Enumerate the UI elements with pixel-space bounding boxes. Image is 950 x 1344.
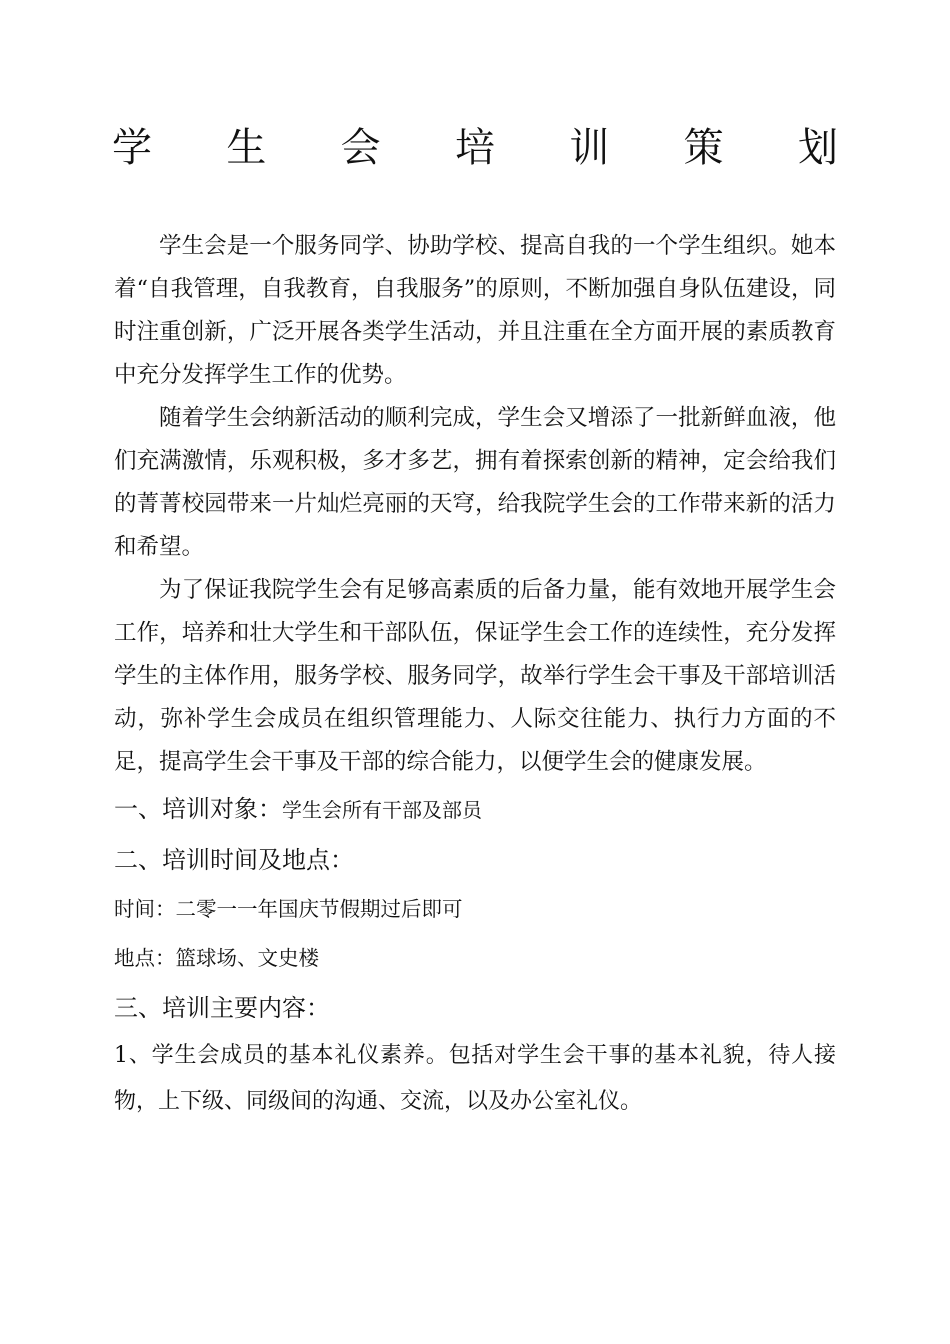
section-heading: 二、培训时间及地点： — [114, 846, 354, 874]
section-content: 学生会所有干部及部员 — [282, 798, 482, 822]
title-char: 生 — [226, 125, 267, 171]
title-char: 训 — [569, 125, 610, 171]
section-content-main — [114, 983, 836, 1033]
intro-paragraph: 学生会是一个服务同学、协助学校、提高自我的一个学生组织。她本着“自我管理，自我教育，自我服务”的原则，不断加强自身队伍建设，同时注重创新，广泛开展各类学生活动，并且注重在全方面开展的素质教育中充分发挥学生工作的优势。 — [114, 233, 836, 388]
purpose-paragraph: 为了保证我院学生会有足够高素质的后备力量，能有效地开展学生会工作，培养和壮大学生和干部队伍，保证学生会工作的连续性，充分发挥学生的主体作用，服务学校、服务同学，故举行学生会干事及干部培训活动，弥补学生会成员在组织管理能力、人际交往能力、执行力方面的不足，提高学生会干事及干部的综合能力，以便学生会的健康发展。 — [114, 577, 836, 775]
section-heading: 一、培训对象： — [114, 795, 282, 823]
title-char: 会 — [340, 125, 381, 171]
title-char: 培 — [454, 125, 495, 171]
section-heading: 三、培训主要内容： — [114, 994, 330, 1022]
time-line: 时间：二零一一年国庆节假期过后即可 — [114, 897, 463, 921]
new-members-paragraph: 随着学生会纳新活动的顺利完成，学生会又增添了一批新鲜血液，他们充满激情，乐观积极，多才多艺，拥有着探索创新的精神，定会给我们的菁菁校园带来一片灿烂亮丽的天穹，给我院学生会的工作带来新的活力和希望。 — [114, 405, 836, 560]
section-target — [114, 784, 836, 835]
document-body — [114, 225, 836, 1125]
content-item-1: 1、学生会成员的基本礼仪素养。包括对学生会干事的基本礼貌，待人接物，上下级、同级间的沟通、交流，以及办公室礼仪。 — [114, 1043, 836, 1114]
section-time-place — [114, 835, 836, 885]
title-char: 划 — [797, 125, 838, 171]
place-line: 地点：篮球场、文史楼 — [114, 946, 319, 970]
title-char: 学 — [112, 125, 152, 171]
title-char: 策 — [683, 125, 724, 171]
document-title — [112, 118, 838, 178]
